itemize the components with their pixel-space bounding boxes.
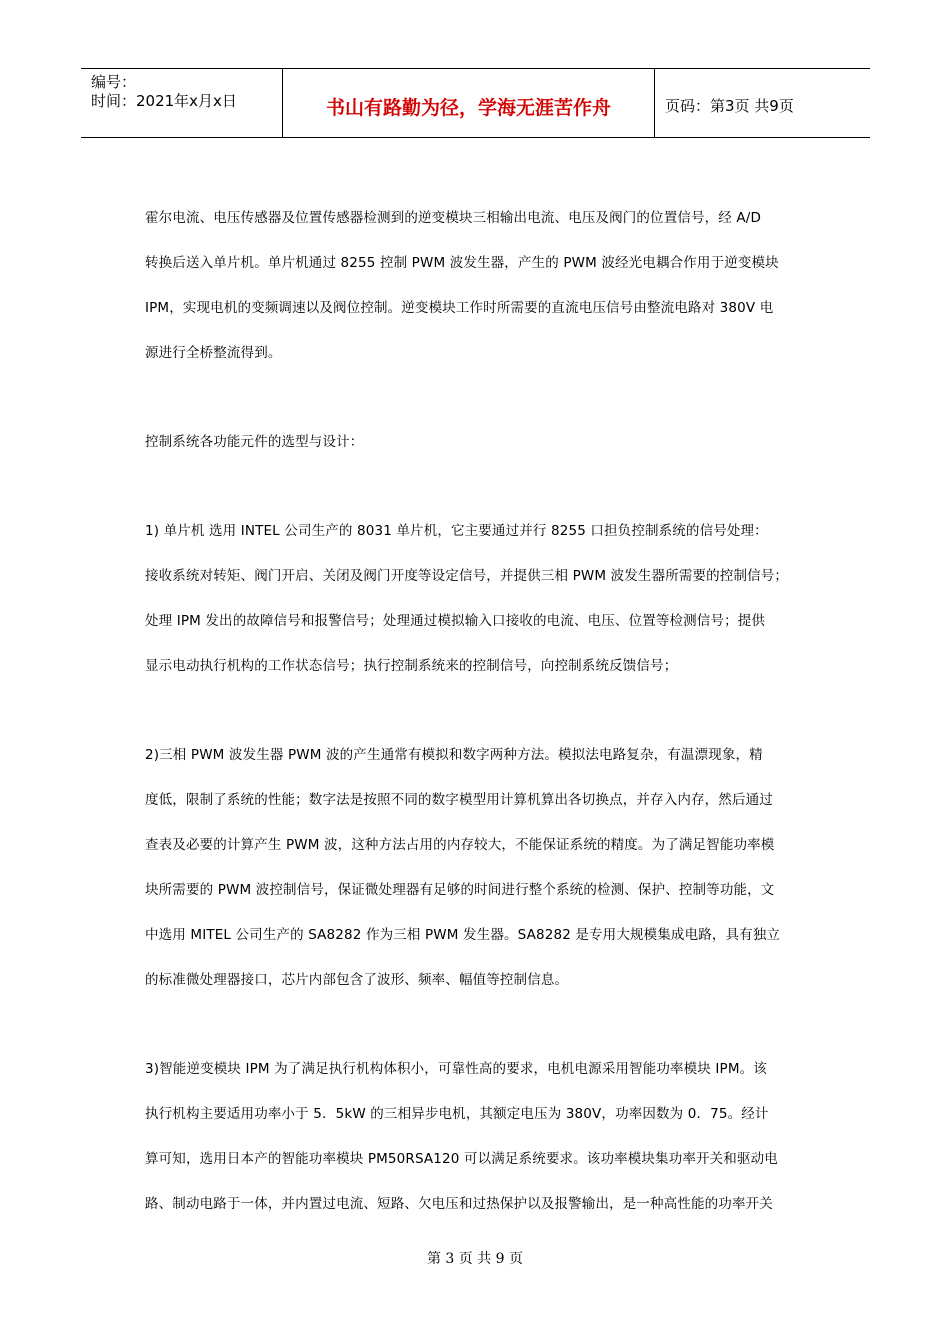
body-line: 3)智能逆变模块 IPM 为了满足执行机构体积小，可靠性高的要求，电机电源采用智能功率模块 IPM。该	[145, 1061, 767, 1077]
body-line: 块所需要的 PWM 波控制信号，保证微处理器有足够的时间进行整个系统的检测、保护、控制等功能，文	[145, 882, 775, 898]
document-number-label: 编号：	[91, 73, 137, 91]
header-page-number: 页码：第3页 共9页	[665, 97, 794, 115]
body-line: 查表及必要的计算产生 PWM 波，这种方法占用的内存较大，不能保证系统的精度。为了满足智能功率模	[145, 837, 775, 853]
body-line: 的标准微处理器接口，芯片内部包含了波形、频率、幅值等控制信息。	[145, 972, 569, 988]
body-line: 算可知，选用日本产的智能功率模块 PM50RSA120 可以满足系统要求。该功率模块集功率开关和驱动电	[145, 1151, 778, 1167]
body-line: 度低，限制了系统的性能；数字法是按照不同的数字模型用计算机算出各切换点，并存入内存，然后通过	[145, 792, 773, 808]
header-page-cell	[655, 69, 870, 137]
body-line: 路、制动电路于一体，并内置过电流、短路、欠电压和过热保护以及报警输出，是一种高性能的功率开关	[145, 1196, 773, 1212]
page-header	[81, 68, 870, 138]
body-line: IPM，实现电机的变频调速以及阀位控制。逆变模块工作时所需要的直流电压信号由整流电路对 380V 电	[145, 300, 774, 316]
body-line: 霍尔电流、电压传感器及位置传感器检测到的逆变模块三相输出电流、电压及阀门的位置信号，经 A/D	[145, 210, 762, 226]
body-line: 接收系统对转矩、阀门开启、关闭及阀门开度等设定信号，并提供三相 PWM 波发生器所需要的控制信号；	[145, 568, 789, 584]
header-meta-cell	[81, 69, 283, 137]
body-line: 处理 IPM 发出的故障信号和报警信号；处理通过模拟输入口接收的电流、电压、位置等检测信号；提供	[145, 613, 766, 629]
page-footer: 第 3 页 共 9 页	[426, 1251, 524, 1267]
header-motto: 书山有路勤为径，学海无涯苦作舟	[325, 97, 611, 119]
body-line: 中选用 MITEL 公司生产的 SA8282 作为三相 PWM 发生器。SA8282 是专用大规模集成电路，具有独立	[145, 927, 781, 943]
header-motto-cell	[283, 69, 655, 137]
body-line: 源进行全桥整流得到。	[145, 345, 282, 361]
body-line: 显示电动执行机构的工作状态信号；执行控制系统来的控制信号，向控制系统反馈信号；	[145, 658, 678, 674]
body-line: 执行机构主要适用功率小于 5．5kW 的三相异步电机，其额定电压为 380V，功率因数为 0．75。经计	[145, 1106, 769, 1122]
body-line: 2)三相 PWM 波发生器 PWM 波的产生通常有模拟和数字两种方法。模拟法电路复杂，有温漂现象，精	[145, 747, 763, 763]
document-time-label: 时间：2021年x月x日	[91, 92, 237, 110]
body-line: 1) 单片机 选用 INTEL 公司生产的 8031 单片机，它主要通过并行 8255 口担负控制系统的信号处理：	[145, 523, 768, 539]
section-heading: 控制系统各功能元件的选型与设计：	[145, 434, 364, 450]
body-line: 转换后送入单片机。单片机通过 8255 控制 PWM 波发生器，产生的 PWM 波经光电耦合作用于逆变模块	[145, 255, 779, 271]
